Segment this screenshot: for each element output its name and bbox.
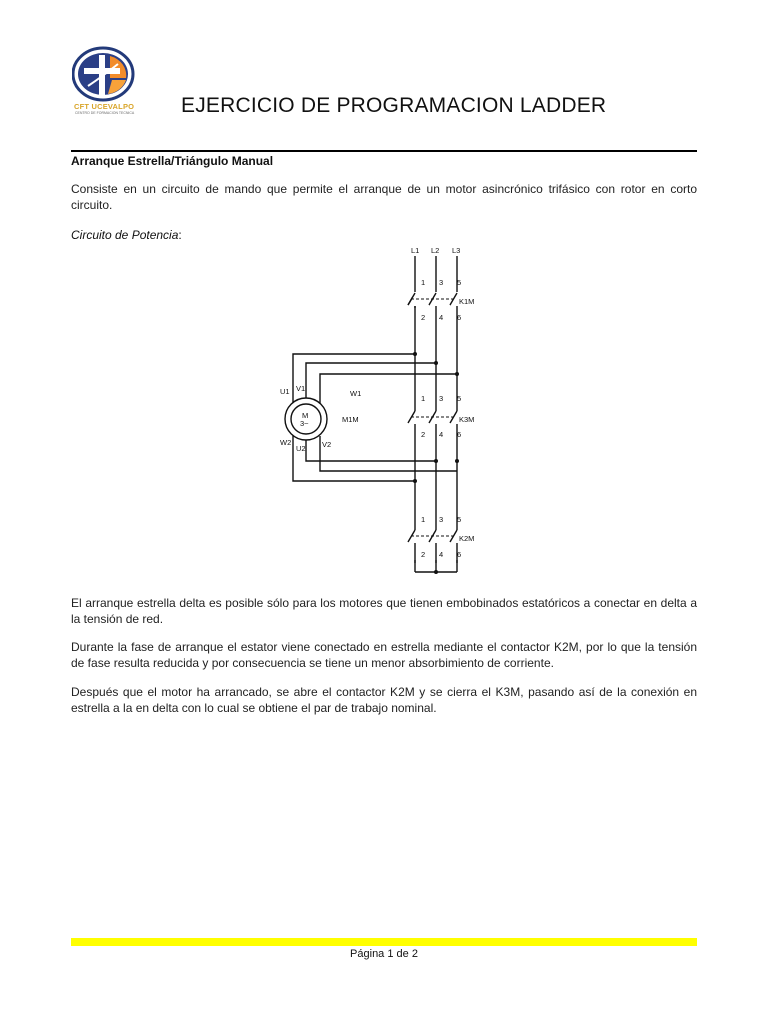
title-rule <box>71 150 697 152</box>
page-number: Página 1 de 2 <box>350 948 418 960</box>
label-l3: L3 <box>452 246 461 255</box>
subheading-colon: : <box>178 228 182 242</box>
motor-terminal-u1: U1 <box>280 387 290 396</box>
paragraph-fase-arranque: Durante la fase de arranque el estator viene conectado en estrella mediante el contactor K2M, por lo que la tensión de fase resulta reducida y por consecuencia se tiene un menor absorbimiento de corriente. <box>71 640 697 670</box>
label-l1: L1 <box>411 246 420 255</box>
motor-terminal-w2: W2 <box>280 438 292 447</box>
paragraph-estrella-delta: El arranque estrella delta es posible sólo para los motores que tienen embobinados estatóricos a conectar en delta a la tensión de red. <box>71 596 697 626</box>
k1m-terminal-4: 4 <box>439 313 444 322</box>
k3m-terminal-5: 5 <box>457 394 462 403</box>
k1m-terminal-3: 3 <box>439 278 444 287</box>
k2m-terminal-1: 1 <box>421 515 426 524</box>
motor-phase: 3~ <box>300 419 309 428</box>
logo-name: CFT UCEVALPO <box>74 102 135 111</box>
label-l2: L2 <box>431 246 440 255</box>
k2m-terminal-3: 3 <box>439 515 444 524</box>
k3m-terminal-3: 3 <box>439 394 444 403</box>
k1m-terminal-2: 2 <box>421 313 426 322</box>
paragraph-despues: Después que el motor ha arrancado, se abre el contactor K2M y se cierra el K3M, pasando así de la conexión en estrella a la en delta con lo cual se obtiene el par de trabajo nominal. <box>71 685 697 715</box>
k3m-terminal-6: 6 <box>457 430 462 439</box>
power-circuit-diagram <box>270 238 500 583</box>
paragraph-intro: Consiste en un circuito de mando que permite el arranque de un motor asincrónico trifásico con rotor en corto circuito. <box>71 182 697 212</box>
subheading-circuito-potencia <box>71 228 182 242</box>
k3m-terminal-1: 1 <box>421 394 426 403</box>
label-k1m: K1M <box>459 297 475 306</box>
k1m-terminal-6: 6 <box>457 313 462 322</box>
section-heading: Arranque Estrella/Triángulo Manual <box>71 154 274 168</box>
k3m-terminal-2: 2 <box>421 430 426 439</box>
label-k2m: K2M <box>459 534 475 543</box>
label-k3m: K3M <box>459 415 475 424</box>
k2m-terminal-6: 6 <box>457 550 462 559</box>
page-title: EJERCICIO DE PROGRAMACION LADDER <box>181 94 607 117</box>
logo-subtitle: CENTRO DE FORMACION TECNICA <box>75 111 135 115</box>
motor-terminal-w1: W1 <box>350 389 362 398</box>
motor-symbol: M <box>302 411 309 420</box>
k2m-terminal-2: 2 <box>421 550 426 559</box>
motor-terminal-v1: V1 <box>296 384 306 393</box>
subheading-text: Circuito de Potencia <box>71 228 179 242</box>
motor-terminal-v2: V2 <box>322 440 332 449</box>
motor-terminal-u2: U2 <box>296 444 306 453</box>
k2m-terminal-4: 4 <box>439 550 444 559</box>
label-motor-m1m: M1M <box>342 415 359 424</box>
k1m-terminal-5: 5 <box>457 278 462 287</box>
k1m-terminal-1: 1 <box>421 278 426 287</box>
k3m-terminal-4: 4 <box>439 430 444 439</box>
footer-bar <box>71 938 697 946</box>
k2m-terminal-5: 5 <box>457 515 462 524</box>
